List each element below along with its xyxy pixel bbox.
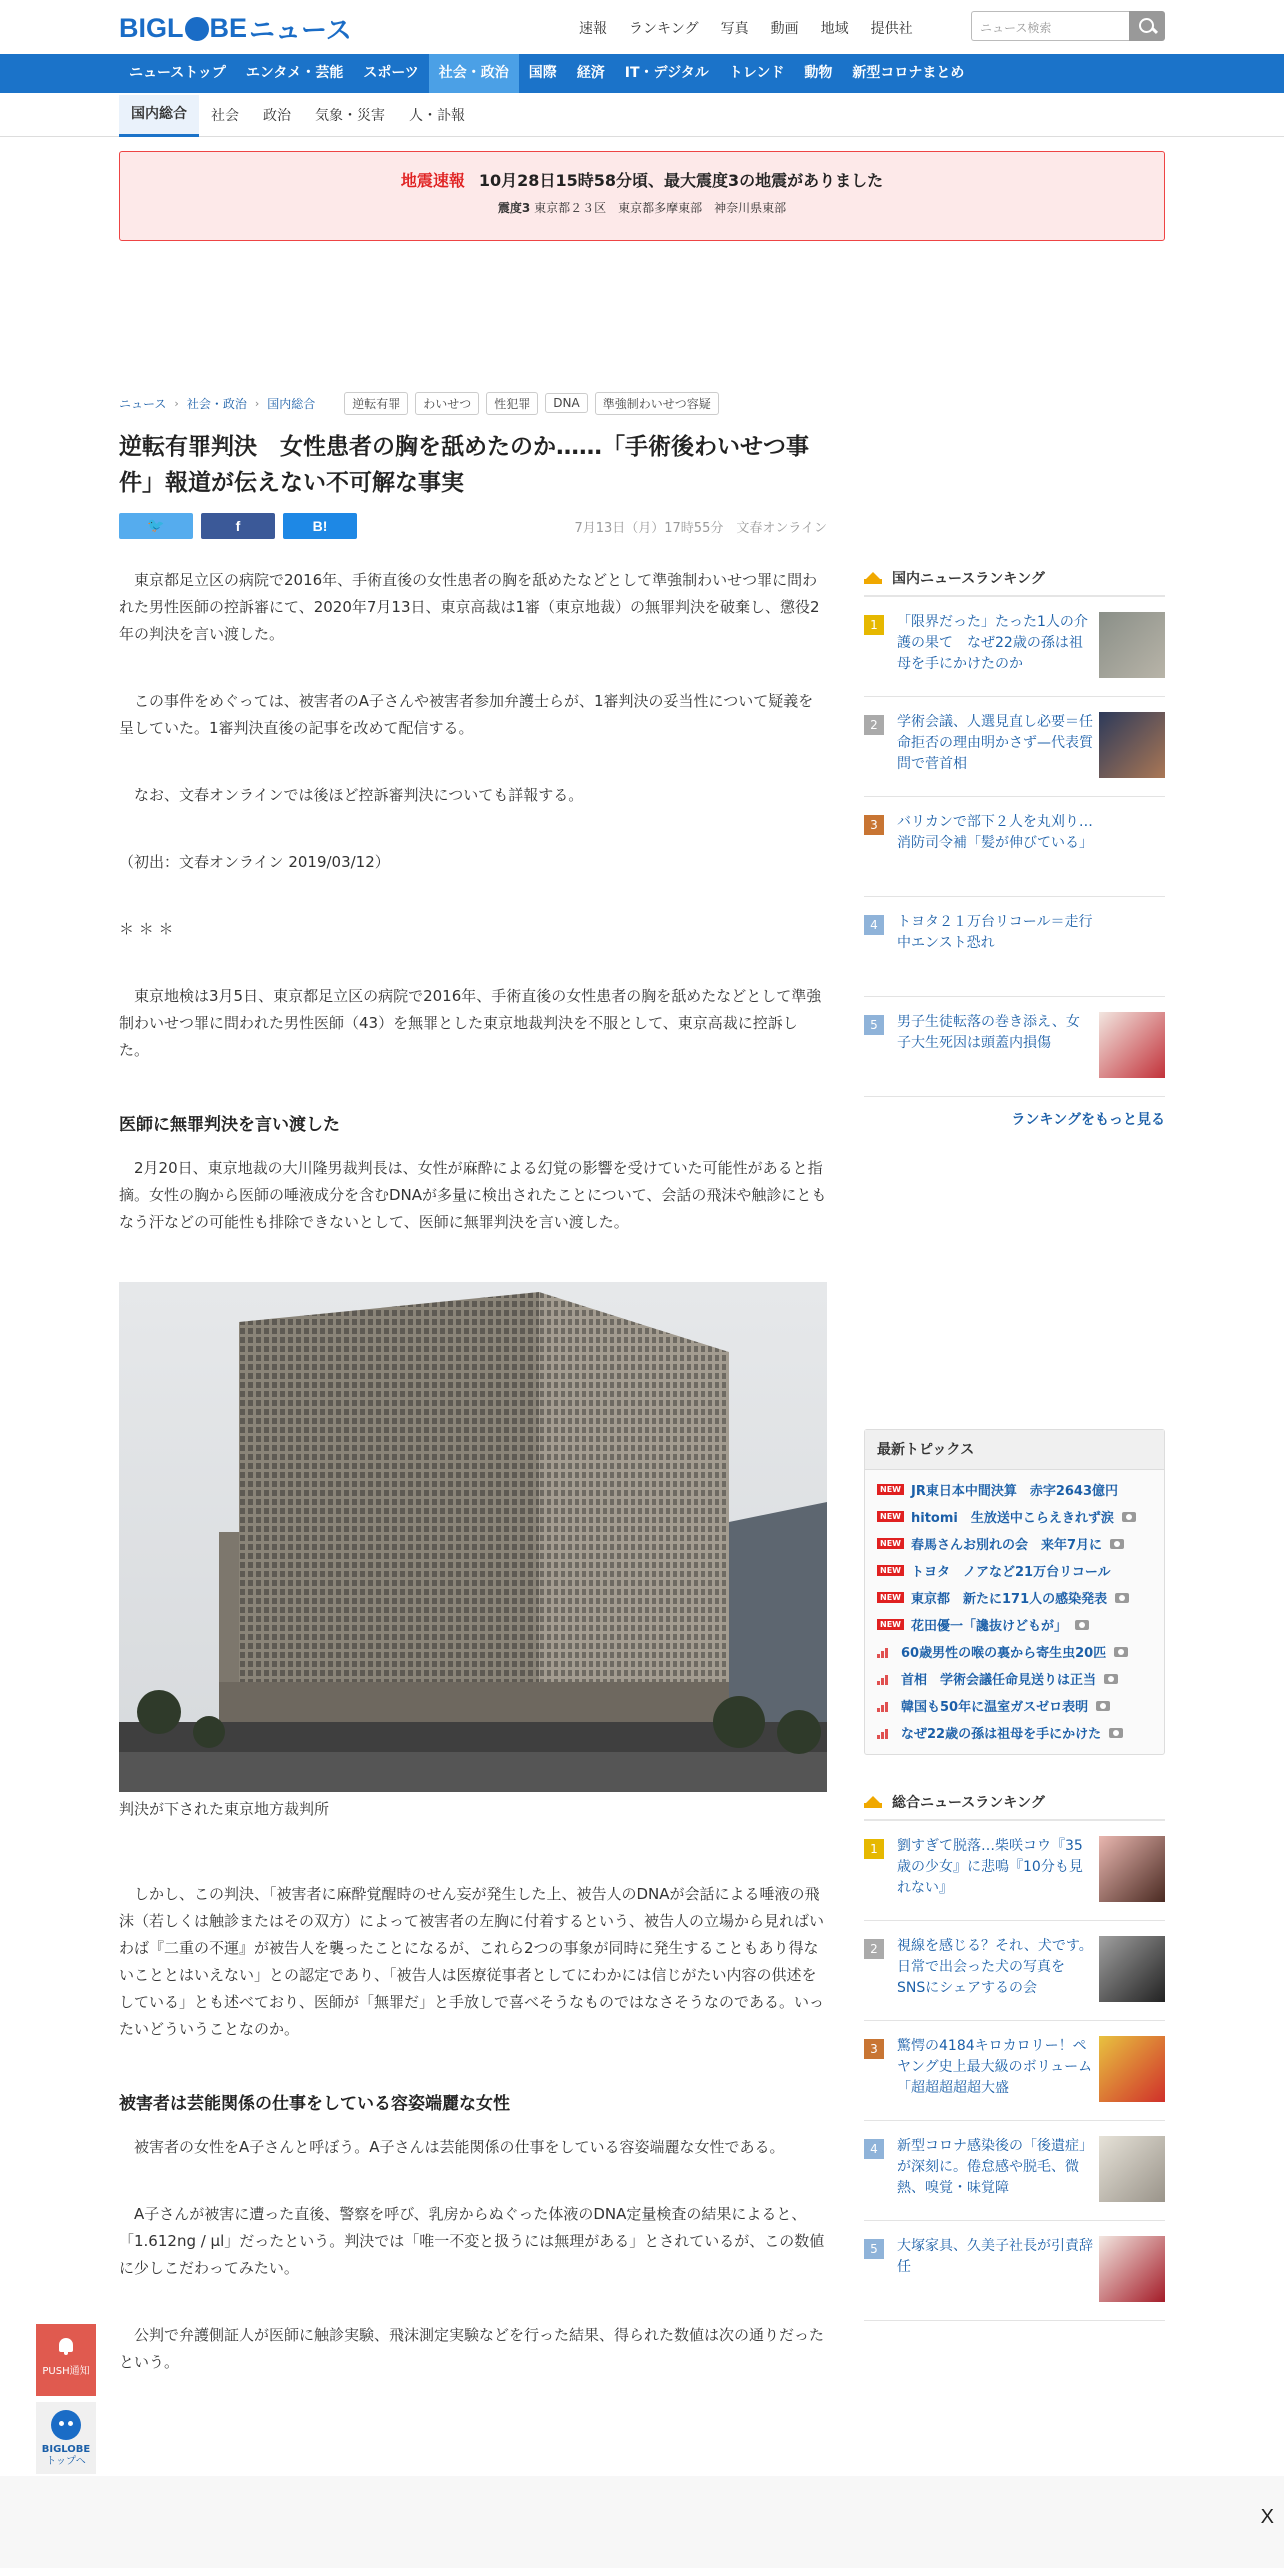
quake-label: 地震速報 bbox=[400, 171, 465, 190]
paragraph: 公判で弁護側証人が医師に触診実験、飛沫測定実験などを行った結果、得られた数値は次の通りだったという。 bbox=[119, 2326, 825, 2371]
camera-icon bbox=[1096, 1701, 1110, 1711]
quake-intensity: 震度3 bbox=[497, 201, 531, 215]
biglobe-top-button[interactable]: BIGLOBE トップへ bbox=[36, 2402, 96, 2474]
new-badge: NEW bbox=[877, 1565, 904, 1576]
rank-number: 3 bbox=[864, 815, 884, 835]
paragraph: 被害者の女性をA子さんと呼ぼう。A子さんは芸能関係の仕事をしている容姿端麗な女性である。 bbox=[134, 2138, 785, 2156]
ranking-thumbnail[interactable] bbox=[1099, 2236, 1165, 2302]
close-button[interactable]: X bbox=[1260, 2506, 1274, 2528]
new-badge: NEW bbox=[877, 1484, 904, 1495]
topic-item[interactable] bbox=[877, 1503, 1152, 1530]
crown-icon bbox=[864, 572, 882, 584]
rank-number: 1 bbox=[864, 615, 884, 635]
tag[interactable]: 性犯罪 bbox=[486, 392, 538, 415]
sub-nav bbox=[0, 93, 1284, 137]
ranking-item-title[interactable]: 学術会議、人選見直し必要＝任命拒否の理由明かさず—代表質問で菅首相 bbox=[897, 714, 1093, 772]
ranking-item-title[interactable]: バリカンで部下２人を丸刈り…消防司令補「髪が伸びている」 bbox=[897, 814, 1093, 851]
topnav-video[interactable]: 動画 bbox=[770, 21, 799, 37]
new-badge: NEW bbox=[877, 1592, 904, 1603]
main-nav-item[interactable]: 経済 bbox=[576, 65, 605, 81]
paragraph: 東京都足立区の病院で2016年、手術直後の女性患者の胸を舐めたなどとして準強制わいせつ罪に問われた男性医師の控訴審にて、2020年7月13日、東京高裁は1審（東京地裁）の無罪判決を破棄し、懲役2年の判決を言い渡した。 bbox=[119, 571, 820, 643]
rank-number: 2 bbox=[864, 1939, 884, 1959]
site-header bbox=[119, 0, 1165, 54]
paragraph: 2月20日、東京地裁の大川隆男裁判長は、女性が麻酔による幻覚の影響を受けていた可能性があると指摘。女性の胸から医師の唾液成分を含むDNAが多量に検出されたことについて、会話の飛沫や触診にともなう汗などの可能性も排除できないとして、医師に無罪判決を言い渡した。 bbox=[119, 1159, 827, 1231]
ranking-item[interactable] bbox=[864, 597, 1165, 697]
main-nav bbox=[0, 54, 1284, 93]
ranking-item-title[interactable]: 大塚家具、久美子社長が引責辞任 bbox=[897, 2238, 1093, 2275]
topic-item[interactable] bbox=[877, 1557, 1152, 1584]
main-nav-item[interactable]: 動物 bbox=[804, 65, 833, 81]
search-input[interactable]: ニュース検索 bbox=[971, 11, 1129, 41]
overall-ranking bbox=[864, 1785, 1165, 2321]
rank-number: 3 bbox=[864, 2039, 884, 2059]
trending-bars-icon bbox=[877, 1646, 891, 1658]
ranking-item[interactable] bbox=[864, 2221, 1165, 2321]
article-date: 7月13日（月）17時55分 文春オンライン bbox=[574, 521, 827, 536]
topics-header: 最新トピックス bbox=[865, 1430, 1164, 1470]
topic-item[interactable] bbox=[877, 1611, 1152, 1638]
chevron-right-icon: › bbox=[254, 396, 260, 410]
ranking-item[interactable] bbox=[864, 997, 1165, 1097]
topic-item[interactable] bbox=[877, 1719, 1152, 1746]
topic-item[interactable] bbox=[877, 1530, 1152, 1557]
breadcrumb-news[interactable]: ニュース bbox=[119, 396, 167, 411]
new-badge: NEW bbox=[877, 1619, 904, 1630]
article-source[interactable]: 文春オンライン bbox=[736, 521, 827, 536]
search-button[interactable] bbox=[1129, 11, 1165, 41]
topic-title[interactable]: 60歳男性の喉の裏から寄生虫20匹 bbox=[901, 1646, 1107, 1661]
ranking-thumbnail[interactable] bbox=[1099, 2136, 1165, 2202]
article-photo[interactable] bbox=[119, 1282, 827, 1792]
topic-title[interactable]: 韓国も50年に温室ガスゼロ表明 bbox=[901, 1700, 1089, 1715]
new-badge: NEW bbox=[877, 1511, 904, 1522]
bell-icon bbox=[56, 2336, 76, 2356]
hatena-icon: B! bbox=[312, 518, 328, 534]
rank-number: 1 bbox=[864, 1839, 884, 1859]
paragraph: A子さんが被害に遭った直後、警察を呼び、乳房からぬぐった体液のDNA定量検査の結果によると、「1.612ng / μl」だったという。判決では「唯一不変と扱うには無理がある」とされているが、この数値に少しこだわってみたい。 bbox=[119, 2205, 825, 2277]
photo-caption: 判決が下された東京地方裁判所 bbox=[119, 1800, 330, 1818]
topic-item[interactable] bbox=[877, 1638, 1152, 1665]
facebook-icon: f bbox=[235, 518, 241, 534]
topic-item[interactable] bbox=[877, 1692, 1152, 1719]
section-heading: 医師に無罪判決を言い渡した bbox=[119, 1115, 340, 1135]
main-nav-item[interactable]: スポーツ bbox=[363, 65, 419, 81]
rank-number: 2 bbox=[864, 715, 884, 735]
tag[interactable]: わいせつ bbox=[415, 392, 479, 415]
hatena-bookmark-button[interactable] bbox=[283, 513, 357, 539]
camera-icon bbox=[1110, 1539, 1124, 1549]
topic-item[interactable] bbox=[877, 1584, 1152, 1611]
ranking-item-title[interactable]: 「限界だった」たった1人の介護の果て なぜ22歳の孫は祖母を手にかけたのか bbox=[897, 614, 1088, 672]
courthouse-image bbox=[119, 1282, 827, 1792]
rank-number: 4 bbox=[864, 2139, 884, 2159]
topnav-sokuho[interactable]: 速報 bbox=[579, 21, 607, 37]
sub-nav-item[interactable]: 政治 bbox=[263, 108, 291, 124]
paragraph: ＊ ＊ ＊ bbox=[119, 920, 174, 938]
share-bar bbox=[119, 513, 827, 541]
ranking-more-link[interactable]: ランキングをもっと見る bbox=[1011, 1112, 1165, 1128]
ranking-item[interactable] bbox=[864, 797, 1165, 897]
rank-number: 4 bbox=[864, 915, 884, 935]
bottom-ad-bar bbox=[0, 2476, 1284, 2568]
sub-nav-item[interactable]: 人・訃報 bbox=[409, 108, 465, 124]
breadcrumb bbox=[119, 391, 827, 415]
ranking-item[interactable] bbox=[864, 2121, 1165, 2221]
ranking-thumbnail[interactable] bbox=[1099, 1936, 1165, 2002]
ranking-thumbnail[interactable] bbox=[1099, 1012, 1165, 1078]
breadcrumb-domestic[interactable]: 国内総合 bbox=[267, 396, 316, 411]
ranking-item[interactable] bbox=[864, 897, 1165, 997]
topnav-ranking[interactable]: ランキング bbox=[629, 21, 699, 37]
paragraph: （初出：文春オンライン 2019/03/12） bbox=[119, 853, 390, 871]
topnav-photo[interactable]: 写真 bbox=[720, 21, 749, 37]
article-body bbox=[119, 567, 827, 2376]
logo-globe-icon bbox=[185, 17, 209, 41]
camera-icon bbox=[1115, 1593, 1129, 1603]
crown-icon bbox=[864, 1796, 882, 1808]
topic-title[interactable]: hitomi 生放送中こらえきれず涙 bbox=[910, 1511, 1114, 1526]
search-box bbox=[971, 11, 1165, 41]
main-nav-item[interactable]: 新型コロナまとめ bbox=[852, 65, 965, 81]
topic-title[interactable]: JR東日本中間決算 赤字2643億円 bbox=[910, 1484, 1119, 1499]
topic-title[interactable]: なぜ22歳の孫は祖母を手にかけた bbox=[901, 1727, 1102, 1742]
main-nav-item[interactable]: 社会・政治 bbox=[429, 54, 519, 93]
ranking-thumbnail[interactable] bbox=[1099, 612, 1165, 678]
twitter-bird-icon: 🐦 bbox=[147, 518, 165, 534]
ranking-item[interactable] bbox=[864, 2021, 1165, 2121]
twitter-share-button[interactable] bbox=[119, 513, 193, 539]
sub-nav-item[interactable]: 気象・災害 bbox=[315, 108, 385, 124]
ranking-thumbnail[interactable] bbox=[1099, 712, 1165, 778]
ranking-item-title[interactable]: 新型コロナ感染後の「後遺症」が深刻に。倦怠感や脱毛、微熱、嗅覚・味覚障 bbox=[897, 2138, 1093, 2196]
ranking-item[interactable] bbox=[864, 697, 1165, 797]
tag[interactable]: DNA bbox=[545, 393, 587, 413]
camera-icon bbox=[1114, 1647, 1128, 1657]
camera-icon bbox=[1122, 1512, 1136, 1522]
topic-title[interactable]: 花田優一「讒抜けどもが」 bbox=[910, 1619, 1067, 1634]
sub-nav-item[interactable]: 社会 bbox=[211, 108, 239, 124]
biglobe-logo[interactable]: BIGL BE ニュース bbox=[119, 13, 352, 46]
paragraph: 東京地検は3月5日、東京都足立区の病院で2016年、手術直後の女性患者の胸を舐めたなどとして準強制わいせつ罪に問われた男性医師（43）を無罪とした東京地裁判決を不服として、東京高裁に控訴した。 bbox=[119, 987, 822, 1059]
main-nav-item[interactable]: トレンド bbox=[728, 65, 785, 81]
ranking-item[interactable] bbox=[864, 1821, 1165, 1921]
trending-bars-icon bbox=[877, 1673, 891, 1685]
main-nav-item[interactable]: ニューストップ bbox=[129, 65, 226, 81]
top-nav bbox=[579, 18, 935, 38]
ranking-thumbnail[interactable] bbox=[1099, 1836, 1165, 1902]
topic-title[interactable]: 東京都 新たに171人の感染発表 bbox=[910, 1592, 1108, 1607]
rank-number: 5 bbox=[864, 2239, 884, 2259]
topic-title[interactable]: トヨタ ノアなど21万台リコール bbox=[910, 1565, 1111, 1580]
paragraph: この事件をめぐっては、被害者のA子さんや被害者参加弁護士らが、1審判決の妥当性について疑義を呈していた。1審判決直後の記事を改めて配信する。 bbox=[119, 692, 814, 737]
domestic-ranking bbox=[864, 561, 1165, 1129]
main-nav-item[interactable]: IT・デジタル bbox=[624, 65, 709, 81]
tag[interactable]: 逆転有罪 bbox=[344, 392, 408, 415]
camera-icon bbox=[1104, 1674, 1118, 1684]
breadcrumb-society[interactable]: 社会・政治 bbox=[186, 396, 247, 411]
ranking-item-title[interactable]: トヨタ２１万台リコール＝走行中エンスト恐れ bbox=[897, 914, 1093, 951]
section-heading: 被害者は芸能関係の仕事をしている容姿端麗な女性 bbox=[119, 2094, 510, 2114]
new-badge: NEW bbox=[877, 1538, 904, 1549]
ranking-thumbnail[interactable] bbox=[1099, 2036, 1165, 2102]
camera-icon bbox=[1075, 1620, 1089, 1630]
latest-topics bbox=[864, 1429, 1165, 1755]
ranking-item-title[interactable]: 驚愕の4184キロカロリー！ペヤング史上最大級のボリューム「超超超超超大盛 bbox=[897, 2038, 1093, 2096]
ranking-item-title[interactable]: 男子生徒転落の巻き添え、女子大生死因は頭蓋内損傷 bbox=[897, 1014, 1080, 1051]
tag[interactable]: 準強制わいせつ容疑 bbox=[595, 392, 719, 415]
chevron-right-icon: › bbox=[174, 396, 179, 410]
camera-icon bbox=[1109, 1728, 1123, 1738]
sub-nav-item[interactable]: 国内総合 bbox=[119, 95, 199, 137]
ranking-item[interactable] bbox=[864, 1921, 1165, 2021]
topic-item[interactable] bbox=[877, 1665, 1152, 1692]
topnav-providers[interactable]: 提供社 bbox=[870, 21, 913, 37]
ranking-header: 総合ニュースランキング bbox=[864, 1785, 1165, 1821]
push-notification-button[interactable]: PUSH通知 bbox=[36, 2324, 96, 2396]
trending-bars-icon bbox=[877, 1700, 891, 1712]
quake-areas: 東京都２３区 東京都多摩東部 神奈川県東部 bbox=[534, 201, 787, 215]
biglobe-mascot-icon bbox=[51, 2410, 81, 2440]
article-main bbox=[119, 391, 827, 2376]
ranking-item-title[interactable]: 視線を感じる？それ、犬です。日常で出会った犬の写真をSNSにシェアするの会 bbox=[897, 1938, 1093, 1996]
article-title: 逆転有罪判決 女性患者の胸を舐めたのか……「手術後わいせつ事件」報道が伝えない不可解な事実 bbox=[119, 434, 809, 496]
topic-title[interactable]: 春馬さんお別れの会 来年7月に bbox=[910, 1538, 1103, 1553]
sidebar bbox=[864, 151, 1165, 2321]
ranking-header: 国内ニュースランキング bbox=[864, 561, 1165, 597]
main-nav-item[interactable]: エンタメ・芸能 bbox=[245, 65, 344, 81]
topnav-region[interactable]: 地域 bbox=[820, 21, 849, 37]
ranking-item-title[interactable]: 劉すぎて脱落…柴咲コウ『35歳の少女』に悲鳴『10分も見れない』 bbox=[897, 1838, 1083, 1896]
main-nav-item[interactable]: 国際 bbox=[528, 65, 557, 81]
quake-text: 10月28日15時58分頃、最大震度3の地震がありました bbox=[478, 171, 884, 190]
paragraph: なお、文春オンラインでは後ほど控訴審判決についても詳報する。 bbox=[134, 786, 584, 804]
topic-item[interactable] bbox=[877, 1476, 1152, 1503]
trending-bars-icon bbox=[877, 1727, 891, 1739]
paragraph: しかし、この判決、「被害者に麻酔覚醒時のせん妄が発生した上、被告人のDNAが会話による唾液の飛沫（若しくは触診またはその双方）によって被害者の左胸に付着するという、被告人の立場から見ればいわば『二重の不運』が被告人を襲ったことになるが、これら2つの事象が同時に発生することもあり得ないこととはいえない」との認定であり、「被告人は医療従事者としてにわかには信じがたい内容の供述をしている」とも述べており、医師が「無罪だ」と手放しで喜べそうなものではなさそうなのである。いったいどういうことなのか。 bbox=[119, 1885, 825, 2038]
facebook-share-button[interactable] bbox=[201, 513, 275, 539]
rank-number: 5 bbox=[864, 1015, 884, 1035]
topic-title[interactable]: 首相 学術会議任命見送りは正当 bbox=[901, 1673, 1097, 1688]
